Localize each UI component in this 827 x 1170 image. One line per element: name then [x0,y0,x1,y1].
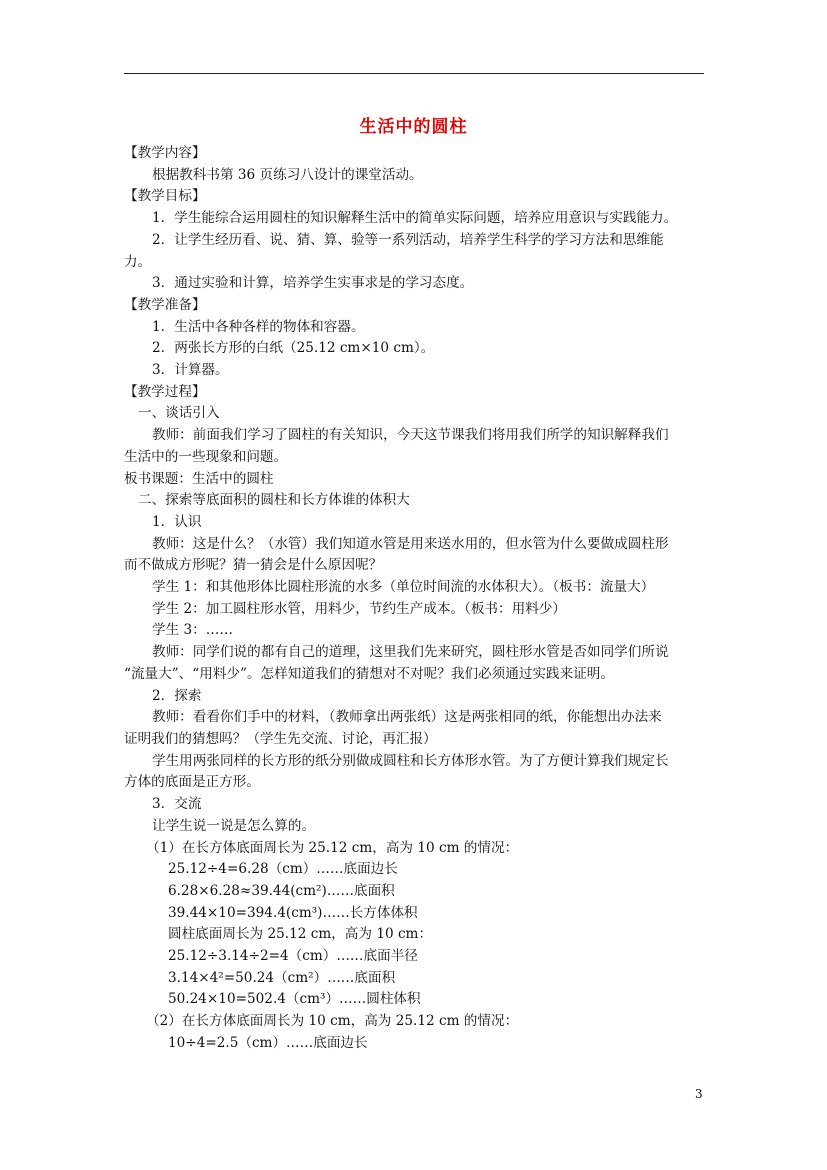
text-line: 3．通过实验和计算，培养学生实事求是的学习态度。 [152,275,474,292]
text-line: 25.12÷4=6.28（cm）……底面边长 [168,861,398,878]
text-line: （1）在长方体底面周长为 25.12 cm，高为 10 cm 的情况： [146,839,519,856]
document-body [124,143,709,1055]
text-line: 2．探索 [152,687,202,704]
text-line: 板书课题：生活中的圆柱 [124,470,274,487]
text-line: 生活中的一些现象和问题。 [124,448,288,465]
text-line: 教师：前面我们学习了圆柱的有关知识，今天这节课我们将用我们所学的知识解释我们 [152,427,669,444]
text-line: 25.12÷3.14÷2=4（cm）……底面半径 [168,948,418,965]
text-line: 教师：同学们说的都有自己的道理，这里我们先来研究，圆柱形水管是否如同学们所说 [152,644,669,661]
text-line: 3．计算器。 [152,362,229,379]
document-title: 生活中的圆柱 [359,117,468,137]
text-line: 让学生说一说是怎么算的。 [152,817,316,834]
text-line: 教师：看看你们手中的材料，（教师拿出两张纸）这是两张相同的纸，你能想出办法来 [152,709,662,726]
text-line: 学生用两张同样的长方形的纸分别做成圆柱和长方体形水管。为了方便计算我们规定长 [152,752,669,769]
text-line: 学生 2：加工圆柱形水管，用料少，节约生产成本。（板书：用料少） [152,600,566,617]
text-line: 3.14×4²=50.24（cm²）……底面积 [168,969,396,986]
text-line: 2．两张长方形的白纸（25.12 cm×10 cm）。 [152,340,435,357]
text-line: 1．学生能综合运用圆柱的知识解释生活中的简单实际问题，培养应用意识与实践能力。 [152,210,678,227]
text-line: 39.44×10=394.4(cm³)……长方体体积 [168,904,418,921]
text-line: 学生 1：和其他形体比圆柱形流的水多（单位时间流的水体积大）。（板书：流量大） [152,579,655,596]
page-number: 3 [695,1087,703,1101]
text-line: 2．让学生经历看、说、猜、算、验等一系列活动，培养学生科学的学习方法和思维能 [152,231,664,248]
text-line: 3．交流 [152,796,202,813]
text-line: 二、探索等底面积的圆柱和长方体谁的体积大 [138,492,410,509]
text-line: 根据教科书第 36 页练习八设计的课堂活动。 [152,166,423,183]
text-line: 【教学准备】 [124,296,206,313]
text-line: 1．认识 [152,513,202,530]
text-line: 10÷4=2.5（cm）……底面边长 [168,1034,368,1051]
text-line: 而不做成方形呢？猜一猜会是什么原因呢？ [124,557,383,574]
text-line: 学生 3：…… [152,622,233,639]
text-line: 力。 [124,253,152,270]
text-line: 【教学内容】 [124,145,206,161]
text-line: 【教学过程】 [124,383,206,400]
text-line: 一、谈话引入 [138,405,220,422]
text-line: 教师：这是什么？（水管）我们知道水管是用来送水用的，但水管为什么要做成圆柱形 [152,535,669,552]
text-line: 方体的底面是正方形。 [124,774,260,791]
text-line: 1．生活中各种各样的物体和容器。 [152,318,365,335]
text-line: 50.24×10=502.4（cm³）……圆柱体积 [168,991,421,1008]
text-line: 证明我们的猜想吗？（学生先交流、讨论，再汇报） [124,730,437,747]
text-line: （2）在长方体底面周长为 10 cm，高为 25.12 cm 的情况： [146,1013,519,1030]
text-line: 【教学目标】 [124,188,206,205]
header-rule [124,73,704,74]
text-line: “流量大”、“用料少”。怎样知道我们的猜想对不对呢？我们必须通过实践来证明。 [124,665,614,682]
text-line: 6.28×6.28≈39.44(cm²)……底面积 [168,882,395,899]
text-line: 圆柱底面周长为 25.12 cm，高为 10 cm： [168,926,433,943]
